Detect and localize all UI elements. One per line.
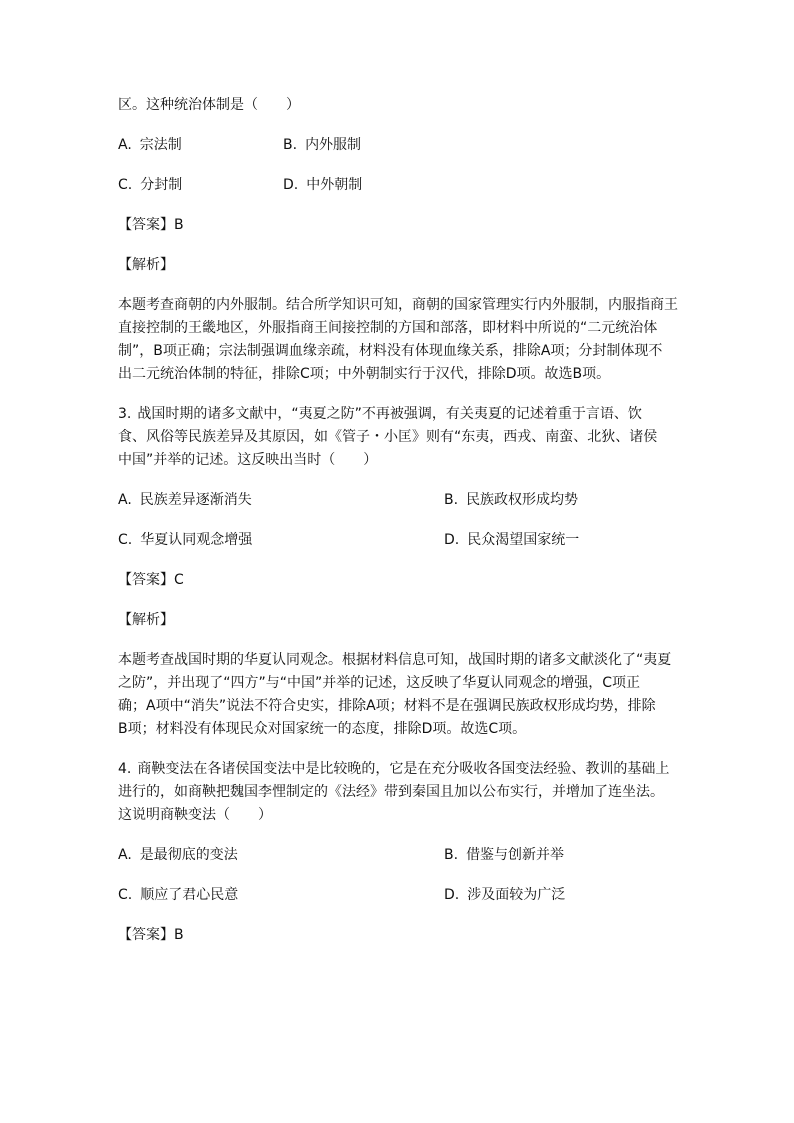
q3-analysis-label: 【解析】 (118, 612, 174, 628)
q3-stem-line: 食、风俗等民族差异及其原因，如《管子・小匡》则有“东夷，西戎、南蛮、北狄、诸侯 (118, 429, 658, 445)
q2-analysis-line: 本题考查商朝的内外服制。结合所学知识可知，商朝的国家管理实行内外服制，内服指商王 (118, 297, 678, 313)
q4-stem-line: 这说明商鞅变法（ ） (118, 807, 272, 823)
q3-stem-line: 3. 战国时期的诸多文献中，“夷夏之防”不再被强调，有关夷夏的记述着重于言语、饮 (118, 406, 642, 422)
q2-analysis-line: 直接控制的王畿地区，外服指商王间接控制的方国和部落，即材料中所说的“二元统治体 (118, 320, 658, 336)
q4-option-c[interactable]: C. 顺应了君心民意 (118, 887, 239, 903)
q3-analysis-text (118, 649, 678, 741)
q4-stem (118, 758, 678, 827)
q2-options-row-1 (118, 134, 678, 157)
q2-analysis-label: 【解析】 (118, 257, 174, 273)
q3-analysis-line: B项；材料没有体现民众对国家统一的态度，排除D项。故选C项。 (118, 721, 527, 737)
q2-analysis-line: 出二元统治体制的特征，排除C项；中外朝制实行于汉代，排除D项。故选B项。 (118, 366, 611, 382)
q3-option-d[interactable]: D. 民众渴望国家统一 (444, 532, 580, 548)
q4-stem-line: 进行的，如商鞅把魏国李悝制定的《法经》带到秦国且加以公布实行，并增加了连坐法。 (118, 784, 664, 800)
q3-number: 3. (118, 406, 132, 422)
q4-number: 4. (118, 761, 132, 777)
q4-options-row-2 (118, 884, 678, 907)
document-content (118, 94, 678, 947)
q4-option-d[interactable]: D. 涉及面较为广泛 (444, 887, 566, 903)
q3-analysis-line: 本题考查战国时期的华夏认同观念。根据材料信息可知，战国时期的诸多文献淡化了“夷夏 (118, 652, 672, 668)
q2-options-row-2 (118, 174, 678, 197)
q2-option-a[interactable]: A. 宗法制 (118, 137, 182, 153)
q3-options-row-1 (118, 489, 678, 512)
q3-answer: 【答案】C (118, 572, 184, 588)
q4-stem-line: 4. 商鞅变法在各诸侯国变法中是比较晚的，它是在充分吸收各国变法经验、教训的基础上 (118, 761, 670, 777)
q3-option-a[interactable]: A. 民族差异逐渐消失 (118, 492, 252, 508)
q3-options-row-2 (118, 529, 678, 552)
q2-stem-tail: 区。这种统治体制是（ ） (118, 97, 300, 113)
q4-answer: 【答案】B (118, 927, 184, 943)
q3-stem (118, 403, 678, 472)
q4-options-row-1 (118, 844, 678, 867)
q3-stem-line: 中国”并举的记述。这反映出当时（ ） (118, 452, 378, 468)
q3-option-b[interactable]: B. 民族政权形成均势 (444, 492, 579, 508)
q2-answer: 【答案】B (118, 217, 184, 233)
q4-option-a[interactable]: A. 是最彻底的变法 (118, 847, 238, 863)
q3-analysis-line: 确；A项中“消失”说法不符合史实，排除A项；材料不是在强调民族政权形成均势，排除 (118, 698, 656, 714)
q3-analysis-line: 之防”，并出现了“四方”与“中国”并举的记述，这反映了华夏认同观念的增强，C项正 (118, 675, 641, 691)
q4-option-b[interactable]: B. 借鉴与创新并举 (444, 847, 565, 863)
q2-option-d[interactable]: D. 中外朝制 (283, 177, 363, 193)
q2-analysis-text (118, 294, 678, 386)
q2-analysis-line: 制”，B项正确；宗法制强调血缘亲疏，材料没有体现血缘关系，排除A项；分封制体现不 (118, 343, 663, 359)
q3-option-c[interactable]: C. 华夏认同观念增强 (118, 532, 253, 548)
q2-option-c[interactable]: C. 分封制 (118, 177, 183, 193)
q2-option-b[interactable]: B. 内外服制 (283, 137, 362, 153)
